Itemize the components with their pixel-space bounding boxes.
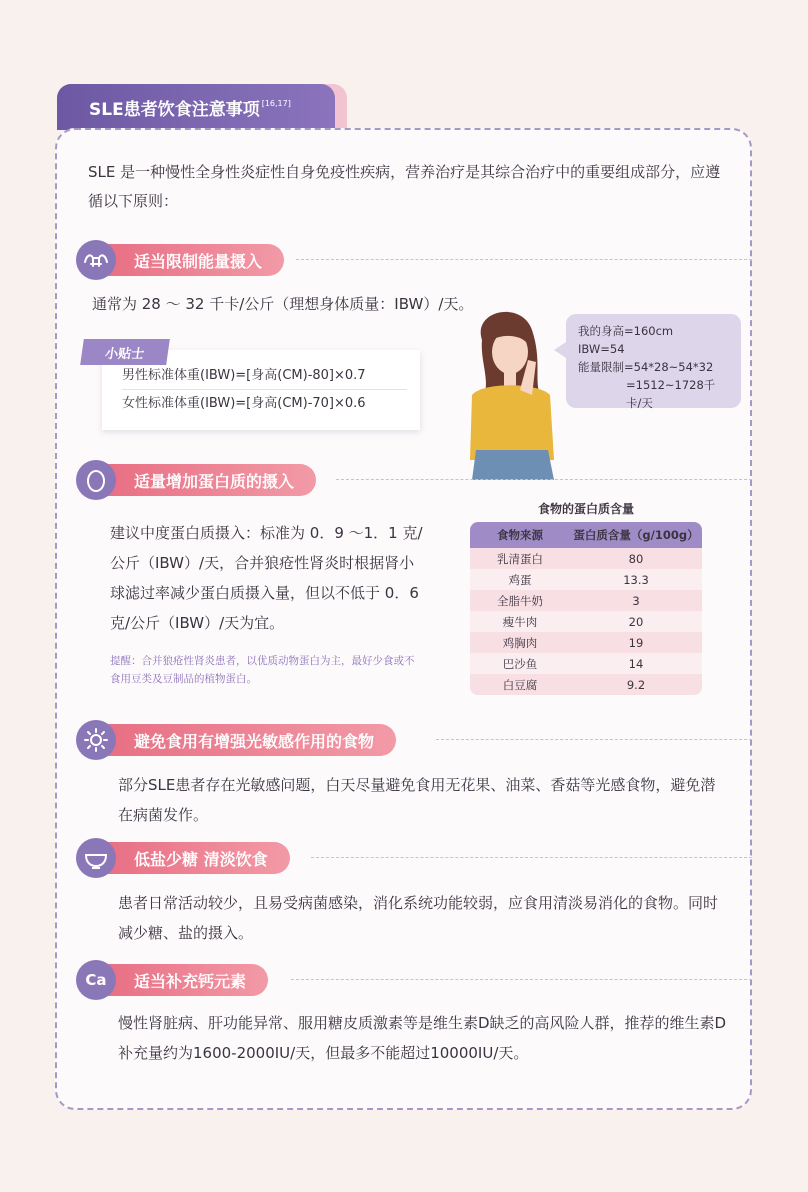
table-cell: 14 [628, 656, 644, 671]
table-cell: 80 [628, 551, 644, 566]
table-row [470, 674, 702, 695]
section-divider [436, 739, 752, 740]
bubble-energy: 能量限制=54*28~54*32 [578, 360, 714, 374]
protein-table-title: 食物的蛋白质含量 [537, 502, 634, 516]
egg-icon [76, 460, 116, 500]
section-label: 适当限制能量摄入 [106, 244, 284, 276]
section-heading-protein [76, 460, 756, 500]
bubble-height: 我的身高=160cm [578, 324, 674, 338]
bubble-energy-result: =1512~1728千卡/天 [626, 378, 716, 410]
section-divider [291, 979, 752, 980]
table-cell: 19 [628, 635, 644, 650]
table-row [470, 611, 702, 632]
section-body-low-salt: 患者日常活动较少，且易受病菌感染，消化系统功能较弱，应食用清淡易消化的食物。同时减少糖、盐的摄入。 [118, 894, 719, 942]
tip-formula-female: 女性标准体重(IBW)=[身高(CM)-70]×0.6 [122, 396, 366, 411]
table-cell: 瘦牛肉 [502, 614, 538, 629]
page-title-text: SLE患者饮食注意事项 [89, 99, 260, 120]
muscle-icon [76, 240, 116, 280]
table-header-cell: 蛋白质含量（g/100g） [573, 528, 699, 542]
bubble-ibw: IBW=54 [578, 342, 625, 356]
protein-reminder: 提醒：合并狼疮性肾炎患者，以优质动物蛋白为主，最好少食或不食用豆类及豆制品的植物蛋白。 [110, 655, 415, 685]
table-row [470, 590, 702, 611]
page-title-refs: [16,17] [261, 98, 291, 108]
table-cell: 巴沙鱼 [502, 656, 538, 671]
table-header [470, 522, 702, 548]
intro-paragraph: SLE 是一种慢性全身性炎症性自身免疫性疾病，营养治疗是其综合治疗中的重要组成部分，应遵循以下原则： [88, 163, 721, 210]
table-row [470, 653, 702, 674]
page-title [57, 84, 335, 130]
table-cell: 3 [632, 593, 640, 608]
section-divider [336, 479, 752, 480]
table-cell: 鸡蛋 [508, 572, 532, 587]
section-body-protein: 建议中度蛋白质摄入：标准为 0．9 ～1．1 克/公斤（IBW）/天，合并狼疮性肾炎时根据肾小球滤过率减少蛋白质摄入量，但以不低于 0．6克/公斤（IBW）/天为宜。 [110, 524, 423, 632]
table-row [470, 632, 702, 653]
bowl-icon [76, 838, 116, 878]
table-header-cell: 食物来源 [497, 528, 543, 542]
section-divider [311, 857, 752, 858]
section-heading-low-salt [76, 838, 756, 878]
table-cell: 白豆腐 [502, 677, 538, 692]
sun-icon [76, 720, 116, 760]
table-row [470, 548, 702, 569]
protein-table [470, 522, 702, 695]
table-cell: 20 [628, 614, 644, 629]
table-cell: 全脂牛奶 [497, 593, 543, 608]
table-cell: 9.2 [626, 677, 646, 692]
table-cell: 鸡胸肉 [502, 635, 538, 650]
section-label: 适量增加蛋白质的摄入 [106, 464, 316, 496]
tip-formula-male: 男性标准体重(IBW)=[身高(CM)-80]×0.7 [122, 362, 407, 390]
section-body-calcium: 慢性肾脏病、肝功能异常、服用糖皮质激素等是维生素D缺乏的高风险人群，推荐的维生素D补充量约为1600-2000IU/天，但最多不能超过10000IU/天。 [118, 1014, 727, 1062]
table-row [470, 569, 702, 590]
section-divider [296, 259, 752, 260]
woman-illustration [462, 300, 562, 480]
section-heading-energy [76, 240, 756, 280]
table-cell: 13.3 [623, 572, 649, 587]
section-body-energy: 通常为 28 ～ 32 千卡/公斤（理想身体质量：IBW）/天。 [92, 295, 474, 313]
section-heading-photosensitive [76, 720, 756, 760]
table-cell: 乳清蛋白 [497, 551, 543, 566]
section-label: 低盐少糖 清淡饮食 [106, 842, 290, 874]
section-body-photosensitive: 部分SLE患者存在光敏感问题，白天尽量避免食用无花果、油菜、香菇等光感食物，避免潜在病菌发作。 [118, 776, 716, 824]
section-label: 避免食用有增强光敏感作用的食物 [106, 724, 396, 756]
section-label: 适当补充钙元素 [106, 964, 268, 996]
calculation-bubble [566, 314, 741, 408]
table-body [470, 548, 702, 695]
tip-label: 小贴士 [80, 339, 170, 365]
calcium-icon: Ca [76, 960, 116, 1000]
section-heading-calcium [76, 960, 756, 1000]
